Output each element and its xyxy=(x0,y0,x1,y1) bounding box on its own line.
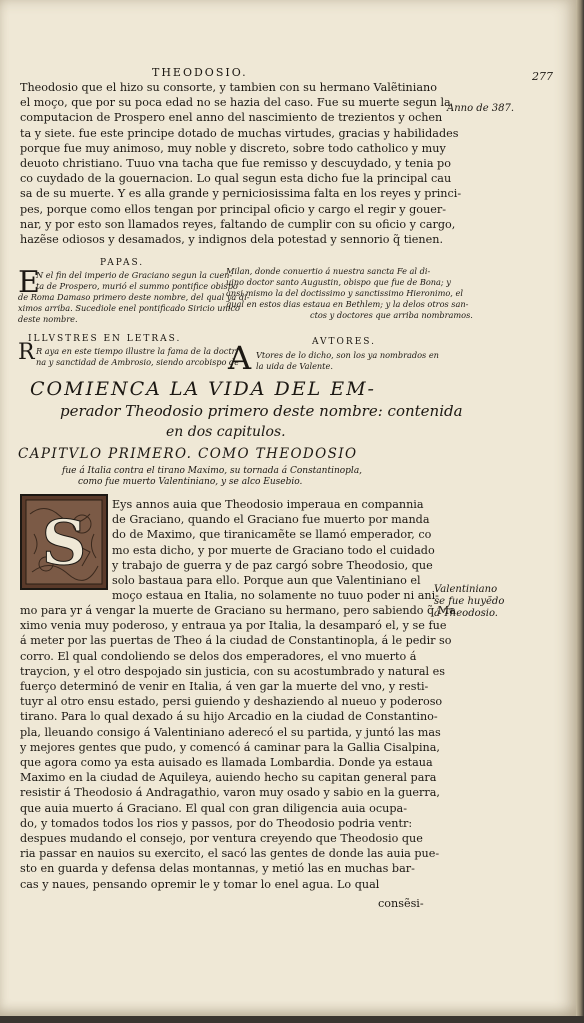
papas-left-column xyxy=(18,270,250,325)
main-line: sto en guarda y defensa delas montannas, y metió las en muchas bar- xyxy=(20,862,415,876)
main-line: cas y naues, pensando opremir le y tomar lo enel agua. Lo qual xyxy=(20,877,380,891)
main-line: tuyr al otro ensu estado, persi guiendo y deshaziendo al nueuo y poderoso xyxy=(20,695,443,709)
chapter-title-line2: perador Theodosio primero deste nombre: contenida xyxy=(60,402,463,420)
page-bottom-edge xyxy=(0,1016,584,1023)
illustres-line: na y sanctidad de Ambrosio, siendo arcobispo de xyxy=(36,357,240,367)
intro-line: deuoto christiano. Tuuo vna tacha que fue remisso y descuydado, y tenia po xyxy=(20,157,451,171)
autores-heading: AVTORES. xyxy=(312,337,376,347)
main-line: solo bastaua para ello. Porque aun que Valentiniano el xyxy=(112,574,421,588)
main-line: moço estaua en Italia, no solamente no tuuo poder ni ani- xyxy=(112,589,439,603)
intro-line: sa de su muerte. Y es alla grande y perniciosissima falta en los reyes y princi- xyxy=(20,187,462,201)
page-number: 277 xyxy=(532,70,553,83)
main-line: ximo venia muy poderoso, y entraua ya por Italia, la desamparó el, y se fue xyxy=(20,619,447,633)
main-line: que agora como ya esta auisado es llamada Lombardia. Donde ya estaua xyxy=(20,756,433,770)
running-title: THEODOSIO. xyxy=(152,66,248,79)
main-line: que auia muerto á Graciano. El qual con gran diligencia auia ocupa- xyxy=(20,801,407,815)
main-line: despues mudando el consejo, por ventura creyendo que Theodosio que xyxy=(20,832,423,846)
papas-right-column xyxy=(226,266,473,321)
dropcap-ornament-icon xyxy=(20,494,108,590)
intro-line: nar, y por esto son llamados reyes, faltando de cumplir con su oficio y cargo, xyxy=(20,217,456,231)
margin-note-line: á Theodosio. xyxy=(434,608,498,619)
intro-line: porque fue muy animoso, muy noble y discreto, sobre todo catholico y muy xyxy=(20,141,446,155)
autores-line: Vtores de lo dicho, son los ya nombrados en xyxy=(256,350,439,360)
intro-line: el moço, que por su poca edad no se hazia del caso. Fue su muerte segun la xyxy=(20,96,451,110)
papas-heading: PAPAS. xyxy=(100,258,145,268)
illustres-initial: R xyxy=(18,340,35,365)
papas-right-line: ctos y doctores que arriba nombramos. xyxy=(310,310,473,320)
main-line: traycion, y el otro despojado sin justicia, con su acostumbrado y natural es xyxy=(20,664,446,678)
illustres-text xyxy=(36,346,239,368)
main-line: de Graciano, quando el Graciano fue muerto por manda xyxy=(112,513,430,527)
papas-right-line: uino doctor santo Augustin, obispo que fue de Bona; y xyxy=(226,277,451,287)
papas-right-line: ansi mismo la del doctissimo y sanctissimo Hieronimo, el xyxy=(226,288,463,298)
main-line: y mejores gentes que pudo, y comencó á caminar para la Gallia Cisalpina, xyxy=(20,740,440,754)
autores-text xyxy=(256,350,439,372)
catchword: consẽsi- xyxy=(378,897,424,910)
decorated-initial xyxy=(20,494,108,590)
main-line: mo esta dicho, y por muerte de Graciano todo el cuidado xyxy=(112,543,435,557)
main-line: do, y tomados todos los rios y passos, por do Theodosio podria ventr: xyxy=(20,816,413,830)
autores-line: la uida de Valente. xyxy=(256,361,333,371)
capitulo-sub-line: como fue muerto Valentiniano, y se alco Eusebio. xyxy=(78,477,303,487)
intro-line: computacion de Prospero enel anno del nascimiento de trezientos y ochen xyxy=(20,111,443,125)
illustres-line: R aya en este tiempo illustre la fama de la doctri xyxy=(36,346,239,356)
main-full-block xyxy=(20,603,456,892)
main-line: pla, lleuando consigo á Valentiniano aderecó el su partida, y juntó las mas xyxy=(20,725,441,739)
intro-line: Theodosio que el hizo su consorte, y tambien con su hermano Valẽtiniano xyxy=(20,81,437,94)
papas-initial: E xyxy=(18,265,40,300)
intro-paragraph xyxy=(20,80,462,247)
papas-left-line: de Roma Damaso primero deste nombre, del qual ya di- xyxy=(18,292,250,302)
page-edge xyxy=(576,0,584,1023)
intro-line: ta y siete. fue este principe dotado de muchas virtudes, gracias y habilidades xyxy=(20,126,459,140)
papas-left-line: ximos arriba. Sucediole enel pontificado Siricio unico xyxy=(18,303,240,313)
main-line: resistir á Theodosio á Andragathio, varon muy osado y sabio en la guerra, xyxy=(20,786,440,800)
main-line: á meter por las puertas de Theo á la ciudad de Constantinopla, á le pedir so xyxy=(20,634,452,648)
papas-left-line: ta de Prospero, murió el summo pontifice obispo xyxy=(36,281,238,291)
papas-right-line: Milan, donde conuertio á nuestra sancta Fe al di- xyxy=(226,266,431,276)
main-indented-block xyxy=(112,497,439,603)
intro-line: hazẽse odiosos y desamados, y indignos dela potestad y sennorio q̃ tienen. xyxy=(20,233,444,247)
main-line: corro. El qual condoliendo se delos dos emperadores, el vno muerto á xyxy=(20,649,417,663)
main-line: fuerço determinó de venir en Italia, á ven gar la muerte del vno, y resti- xyxy=(20,680,429,694)
autores-initial: A xyxy=(228,339,252,377)
capitulo-heading: CAPITVLO PRIMERO. COMO THEODOSIO xyxy=(18,446,358,462)
main-line: do de Maximo, que tiranicamẽte se llamó emperador, co xyxy=(112,528,432,542)
chapter-title-line3: en dos capitulos. xyxy=(166,424,286,440)
main-line: y trabajo de guerra y de paz cargó sobre Theodosio, que xyxy=(112,558,433,572)
intro-line: co cuydado de la gouernacion. Lo qual segun esta dicho fue la principal cau xyxy=(20,172,452,186)
main-line: ria passar en nauios su exercito, el sacó las gentes de donde las auia pue- xyxy=(20,847,440,861)
margin-note-year: Anno de 387. xyxy=(447,103,515,114)
main-line: Eys annos auia que Theodosio imperaua en compannia xyxy=(112,498,424,511)
papas-left-line: N el fin del imperio de Graciano segun la cuen- xyxy=(36,270,233,280)
main-line: Maximo en la ciudad de Aquileya, auiendo hecho su capitan general para xyxy=(20,771,437,785)
margin-note-line: se fue huyẽdo xyxy=(434,596,505,607)
papas-right-line: qual en estos dias estaua en Bethlem; y la delos otros san- xyxy=(226,299,469,309)
main-line: mo para yr á vengar la muerte de Graciano su hermano, pero sabiendo q̃ Ma xyxy=(20,604,456,617)
capitulo-sub xyxy=(62,466,362,488)
papas-left-line: deste nombre. xyxy=(18,314,78,324)
illustres-heading: ILLVSTRES EN LETRAS. xyxy=(28,334,182,344)
capitulo-sub-line: fue á Italia contra el tirano Maximo, su tornada á Constantinopla, xyxy=(62,466,363,476)
dropcap-letter: S xyxy=(41,506,87,579)
intro-line: pes, porque como ellos tengan por principal oficio y cargo el regir y gouer- xyxy=(20,202,446,216)
main-line: tirano. Para lo qual dexado á su hijo Arcadio en la ciudad de Constantino- xyxy=(20,710,438,724)
margin-note-line: Valentiniano xyxy=(434,584,498,595)
chapter-title-line1: COMIENCA LA VIDA DEL EM- xyxy=(30,378,376,400)
